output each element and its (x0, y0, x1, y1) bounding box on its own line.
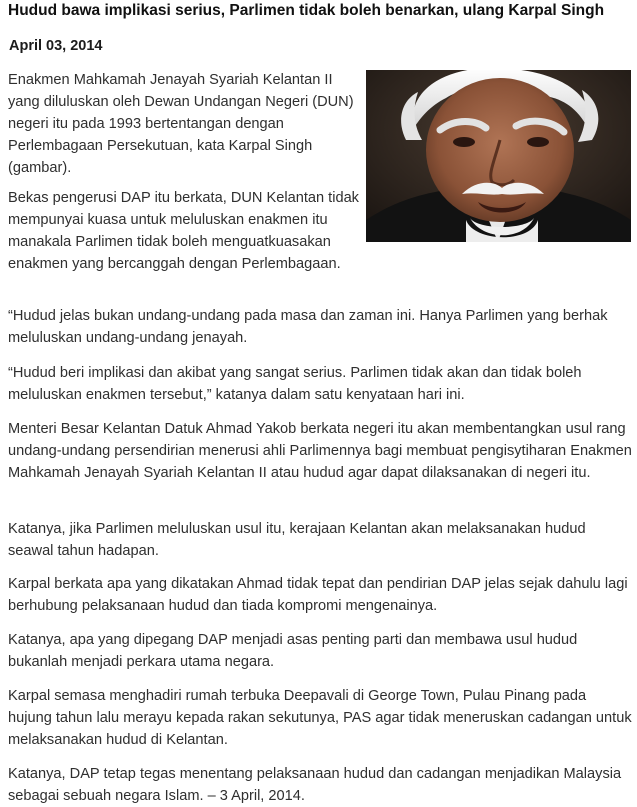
article-paragraph: Menteri Besar Kelantan Datuk Ahmad Yakob berkata negeri itu akan membentangkan usul rang undang-undang persendirian menerusi ahli Parlimennya bagi membuat pengisytiharan Enakmen Mahkamah Jenayah Syariah Kelantan II atau hudud agar dapat dilaksanakan di negeri itu. (8, 421, 632, 481)
article-date: April 03, 2014 (9, 38, 103, 54)
article-paragraph: Karpal berkata apa yang dikatakan Ahmad tidak tepat dan pendirian DAP jelas sejak dahulu lagi berhubung pelaksanaan hudud dan tiada kompromi mengenainya. (8, 576, 628, 614)
article-paragraph: Bekas pengerusi DAP itu berkata, DUN Kelantan tidak mempunyai kuasa untuk meluluskan enakmen itu manakala Parlimen tidak boleh menguatkuasakan enakmen yang bercanggah dengan Perlembagaan. (8, 190, 359, 272)
article-paragraph: “Hudud jelas bukan undang-undang pada masa dan zaman ini. Hanya Parlimen yang berhak meluluskan undang-undang jenayah. (8, 308, 608, 346)
article-photo (366, 70, 631, 242)
article-paragraph: Katanya, jika Parlimen meluluskan usul itu, kerajaan Kelantan akan melaksanakan hudud seawal tahun hadapan. (8, 521, 586, 559)
article-paragraph: Katanya, apa yang dipegang DAP menjadi asas penting parti dan membawa usul hudud bukanlah menjadi perkara utama negara. (8, 632, 578, 670)
article-paragraph: “Hudud beri implikasi dan akibat yang sangat serius. Parlimen tidak akan dan tidak boleh meluluskan enakmen tersebut,” katanya dalam satu kenyataan hari ini. (8, 365, 582, 403)
article-headline: Hudud bawa implikasi serius, Parlimen tidak boleh benarkan, ulang Karpal Singh (8, 2, 605, 19)
article-paragraph: Karpal semasa menghadiri rumah terbuka Deepavali di George Town, Pulau Pinang pada hujung tahun lalu merayu kepada rakan sekutunya, PAS agar tidak meneruskan cadangan untuk melaksanakan hudud di Kelantan. (8, 688, 632, 748)
article-paragraph: Katanya, DAP tetap tegas menentang pelaksanaan hudud dan cadangan menjadikan Malaysia sebagai sebuah negara Islam. – 3 April, 2014. (8, 766, 622, 804)
article-paragraph: Enakmen Mahkamah Jenayah Syariah Kelantan II yang diluluskan oleh Dewan Undangan Negeri (DUN) negeri itu pada 1993 bertentangan dengan Perlembagaan Persekutuan, kata Karpal Singh (gambar). (8, 72, 354, 176)
